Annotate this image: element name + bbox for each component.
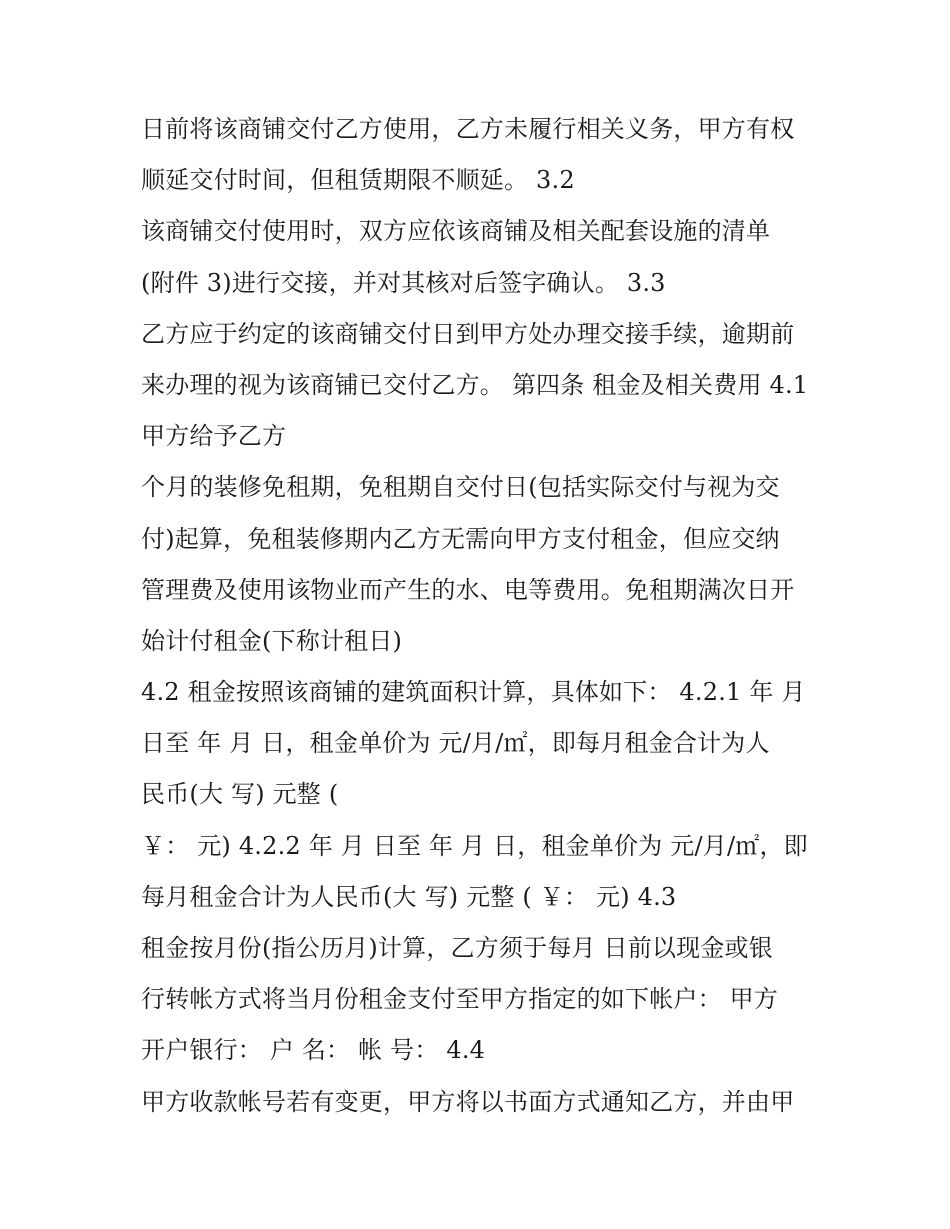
- text-line: ￥： 元) 4.2.2 年 月 日至 年 月 日，租金单价为 元/月/㎡，即: [141, 831, 808, 860]
- text-line: 开户银行： 户 名： 帐 号： 4.4: [141, 1036, 486, 1065]
- text-line: 租金按月份(指公历月)计算，乙方须于每月 日前以现金或银: [141, 934, 773, 962]
- text-line: 每月租金合计为人民币(大 写) 元整 ( ￥： 元) 4.3: [141, 882, 677, 911]
- text-line: 管理费及使用该物业而产生的水、电等费用。免租期满次日开: [141, 575, 795, 604]
- text-line: 甲方收款帐号若有变更，甲方将以书面方式通知乙方，并由甲: [141, 1087, 795, 1116]
- text-line: 甲方给予乙方: [141, 422, 287, 451]
- text-line: 乙方应于约定的该商铺交付日到甲方处办理交接手续，逾期前: [141, 319, 795, 348]
- document-body: [141, 104, 821, 1128]
- text-line: 顺延交付时间，但租赁期限不顺延。 3.2: [141, 166, 575, 195]
- text-line: 来办理的视为该商铺已交付乙方。 第四条 租金及相关费用 4.1: [141, 370, 809, 399]
- text-line: 始计付租金(下称计租日): [141, 626, 403, 655]
- text-line: 日至 年 月 日，租金单价为 元/月/㎡，即每月租金合计为人: [141, 729, 770, 758]
- text-line: 4.2 租金按照该商铺的建筑面积计算，具体如下： 4.2.1 年 月: [141, 678, 806, 707]
- text-line: (附件 3)进行交接，并对其核对后签字确认。 3.3: [141, 268, 666, 297]
- text-line: 个月的装修免租期，免租期自交付日(包括实际交付与视为交: [141, 473, 780, 502]
- text-line: 付)起算，免租装修期内乙方无需向甲方支付租金，但应交纳: [141, 524, 780, 553]
- text-line: 民币(大 写) 元整 (: [141, 780, 339, 809]
- text-line: 日前将该商铺交付乙方使用，乙方未履行相关义务，甲方有权: [141, 115, 795, 143]
- text-line: 行转帐方式将当月份租金支付至甲方指定的如下帐户： 甲方: [141, 985, 779, 1014]
- text-line: 该商铺交付使用时，双方应依该商铺及相关配套设施的清单: [141, 217, 771, 246]
